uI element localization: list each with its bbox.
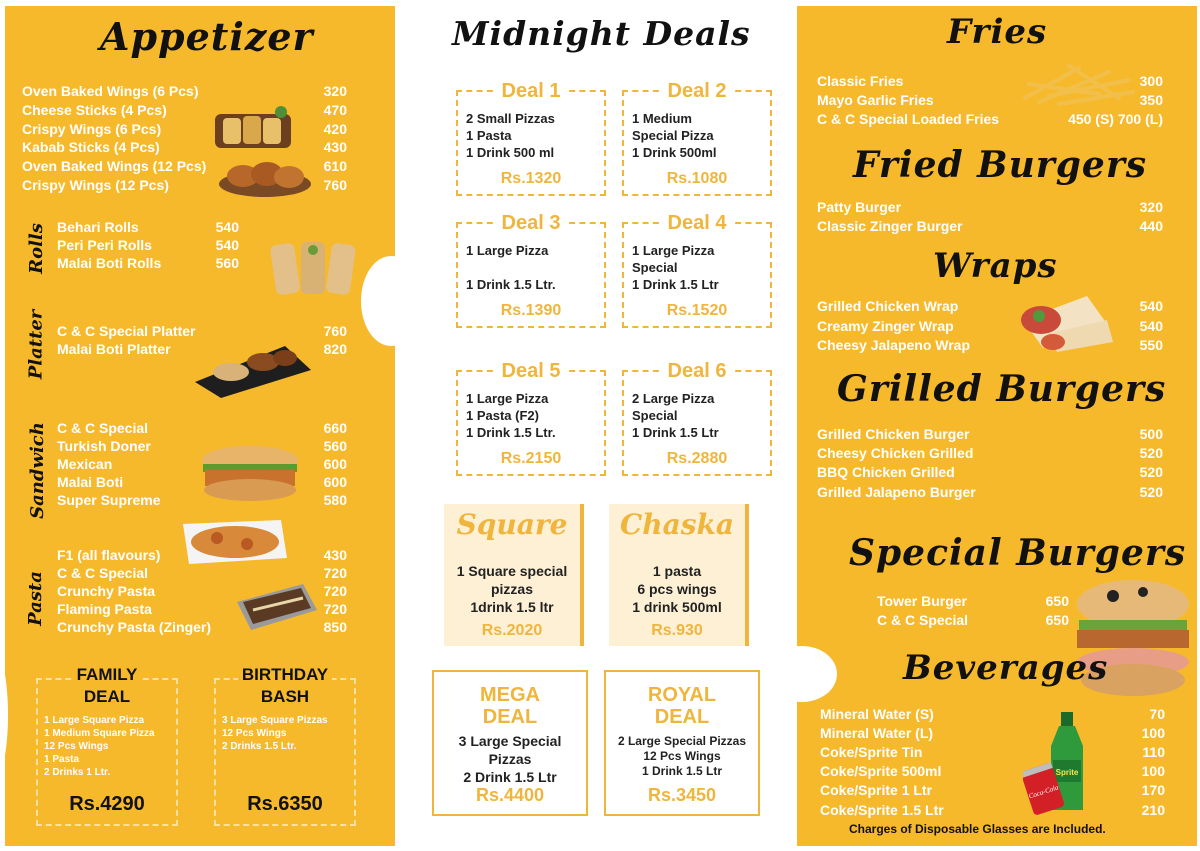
deal-line: 3 Large Square Pizzas	[222, 715, 328, 726]
square-deal-title: Square	[456, 508, 568, 541]
menu-item-price: 650	[1045, 612, 1069, 628]
menu-item-price: 650	[1045, 593, 1069, 609]
mega-deal-title-1: MEGA	[480, 684, 540, 706]
deal-line: 1 Pasta	[44, 754, 80, 765]
deal-lines	[632, 110, 717, 161]
deal-6-box	[622, 360, 772, 476]
deal-line: 12 Pcs Wings	[44, 741, 109, 752]
menu-item-price: 320	[1139, 199, 1163, 215]
pasta-tray-image	[233, 580, 319, 634]
menu-item-price: 320	[323, 83, 347, 99]
wrap-image	[1017, 290, 1117, 356]
square-deal-lines	[444, 562, 580, 616]
deal-line: 1 Pasta (F2)	[466, 408, 539, 423]
deal-line: 2 Drinks 1 Ltr.	[44, 767, 111, 778]
deal-line: 1 Large Square Pizza	[44, 715, 145, 726]
drinks-image	[1023, 706, 1103, 816]
menu-item-name: Grilled Jalapeno Burger	[817, 484, 976, 500]
cheese-sticks-image	[213, 104, 293, 150]
deal-price: Rs.2150	[500, 450, 562, 467]
menu-item-name: C & C Special	[57, 420, 149, 436]
rolls-image	[267, 238, 359, 298]
menu-item-price: 600	[323, 474, 347, 490]
menu-item-name: Flaming Pasta	[57, 601, 152, 617]
deal-line: 2 Large Pizza	[632, 391, 715, 406]
menu-item-name: Crispy Wings (12 Pcs)	[22, 177, 169, 193]
deal-line: pizzas	[490, 581, 533, 597]
royal-deal-title	[606, 684, 758, 728]
menu-item-name: Malai Boti Rolls	[57, 255, 162, 271]
menu-item-name: C & C Special	[57, 565, 149, 581]
wraps-title: Wraps	[933, 246, 1058, 286]
deal-title	[458, 212, 604, 235]
deal-line: 2 Large Special Pizzas	[617, 734, 747, 748]
pasta-title: Pasta	[24, 571, 46, 626]
menu-item-name: Crunchy Pasta	[57, 583, 156, 599]
deal-line: 2 Drink 1.5 Ltr	[463, 769, 557, 785]
family-deal-title	[38, 664, 176, 708]
menu-item-price: 100	[1141, 763, 1165, 779]
menu-item-price: 560	[215, 255, 239, 271]
menu-item-price: 540	[215, 237, 239, 253]
menu-item-name: Coke/Sprite 1 Ltr	[820, 782, 933, 798]
crispy-wings-image	[217, 158, 313, 198]
birthday-bash-box	[214, 665, 356, 826]
deal-title-text: Deal 3	[496, 212, 567, 234]
menu-item-price: 540	[1139, 298, 1163, 314]
menu-item-name: Creamy Zinger Wrap	[817, 318, 954, 334]
deal-3-box	[456, 212, 606, 328]
deal-line: 1 Drink 1.5 Ltr	[641, 764, 723, 778]
left-menu-panel	[5, 6, 395, 846]
birthday-bash-price: Rs.6350	[247, 793, 323, 815]
deal-line: 1 Drink 1.5 Ltr.	[466, 425, 556, 440]
menu-item-price: 610	[323, 158, 347, 174]
deal-line: 12 Pcs Wings	[222, 728, 287, 739]
menu-item-name: Behari Rolls	[57, 219, 139, 235]
menu-item-name: Crunchy Pasta (Zinger)	[57, 619, 212, 635]
deal-4-box	[622, 212, 772, 328]
beverages-title: Beverages	[903, 648, 1109, 688]
deal-line: 1 Drink 1.5 Ltr.	[466, 277, 556, 292]
menu-item-name: C & C Special Loaded Fries	[817, 111, 1000, 127]
royal-deal-box	[604, 670, 760, 816]
deal-line: Special	[632, 260, 678, 275]
menu-item-price: 170	[1141, 782, 1165, 798]
deal-line: 12 Pcs Wings	[643, 749, 721, 763]
menu-item-price: 560	[323, 438, 347, 454]
deal-1-box	[456, 80, 606, 196]
deal-line: 2 Small Pizzas	[466, 111, 555, 126]
deal-line: 1 drink 500ml	[632, 599, 722, 615]
grilled-burgers-title: Grilled Burgers	[837, 368, 1167, 410]
royal-deal-title-2: DEAL	[654, 706, 710, 728]
deal-title	[624, 360, 770, 383]
menu-item-name: Tower Burger	[877, 593, 967, 609]
decorative-blob	[361, 256, 395, 346]
deal-line: 3 Large Special	[458, 733, 562, 749]
mega-deal-title-2: DEAL	[482, 706, 538, 728]
sandwich-image	[199, 444, 301, 504]
royal-deal-title-1: ROYAL	[647, 684, 717, 706]
menu-item-price: 420	[323, 121, 347, 137]
birthday-bash-lines	[222, 714, 328, 753]
midnight-deals-title: Midnight Deals	[452, 14, 751, 53]
deal-lines	[466, 242, 556, 293]
deal-title-text: Deal 5	[496, 360, 567, 382]
menu-item-name: Mineral Water (L)	[820, 725, 934, 741]
birthday-bash-title	[216, 664, 354, 708]
menu-item-name: Cheese Sticks (4 Pcs)	[22, 102, 167, 118]
deal-lines	[632, 242, 719, 293]
birthday-bash-title-1: BIRTHDAY	[238, 665, 332, 684]
menu-item-price: 430	[323, 547, 347, 563]
menu-item-price: 540	[1139, 318, 1163, 334]
menu-item-price: 760	[323, 177, 347, 193]
menu-item-price: 600	[323, 456, 347, 472]
menu-item-name: C & C Special Platter	[57, 323, 196, 339]
chaska-deal-title: Chaska	[619, 508, 735, 541]
special-burgers-title: Special Burgers	[849, 532, 1187, 574]
deal-lines	[466, 390, 556, 441]
menu-item-price: 70	[1149, 706, 1165, 722]
menu-item-price: 210	[1141, 802, 1165, 818]
deal-title-text: Deal 1	[496, 80, 567, 102]
deal-title-text: Deal 2	[662, 80, 733, 102]
deal-price: Rs.1080	[666, 170, 728, 187]
menu-item-name: Oven Baked Wings (12 Pcs)	[22, 158, 207, 174]
menu-item-name: Coke/Sprite 1.5 Ltr	[820, 802, 944, 818]
midnight-deals-panel	[400, 0, 792, 851]
pasta-bowl-image	[177, 514, 289, 568]
family-deal-title-1: FAMILY	[73, 665, 142, 684]
chaska-deal-box	[609, 504, 749, 646]
deal-line: 2 Drinks 1.5 Ltr.	[222, 741, 297, 752]
menu-item-price: 100	[1141, 725, 1165, 741]
mega-deal-title	[434, 684, 586, 728]
family-deal-lines	[44, 714, 155, 779]
fries-title: Fries	[947, 12, 1048, 52]
family-deal-title-2: DEAL	[80, 687, 134, 706]
menu-item-price: 470	[323, 102, 347, 118]
menu-item-price: 540	[215, 219, 239, 235]
menu-item-name: Classic Zinger Burger	[817, 218, 963, 234]
menu-item-name: Oven Baked Wings (6 Pcs)	[22, 83, 199, 99]
deal-line: 1 Medium	[632, 111, 692, 126]
royal-deal-lines	[606, 734, 758, 779]
menu-item-price: 300	[1139, 73, 1163, 89]
deal-title	[624, 212, 770, 235]
deal-line: 1drink 1.5 ltr	[470, 599, 554, 615]
deal-title-text: Deal 6	[662, 360, 733, 382]
menu-item-price: 720	[323, 583, 347, 599]
deal-price: Rs.2880	[666, 450, 728, 467]
square-deal-box	[444, 504, 584, 646]
rolls-title: Rolls	[25, 223, 47, 274]
fried-burgers-title: Fried Burgers	[853, 144, 1148, 186]
menu-item-name: C & C Special	[877, 612, 969, 628]
deal-title	[458, 80, 604, 103]
deal-5-box	[456, 360, 606, 476]
appetizer-title: Appetizer	[100, 14, 314, 59]
menu-item-price: 350	[1139, 92, 1163, 108]
family-deal-price: Rs.4290	[69, 793, 145, 815]
menu-item-name: Grilled Chicken Burger	[817, 426, 970, 442]
deal-line: 1 Drink 500ml	[632, 145, 717, 160]
menu-item-name: Grilled Chicken Wrap	[817, 298, 959, 314]
deal-line: 1 Drink 500 ml	[466, 145, 555, 160]
menu-item-price: 430	[323, 139, 347, 155]
menu-item-name: Turkish Doner	[57, 438, 151, 454]
platter-image	[185, 332, 315, 400]
menu-item-price: 110	[1142, 744, 1165, 760]
sandwich-title: Sandwich	[26, 422, 48, 519]
menu-item-name: F1 (all flavours)	[57, 547, 161, 563]
decorative-blob	[797, 646, 837, 702]
deal-line: 1 Medium Square Pizza	[44, 728, 155, 739]
menu-item-price: 520	[1139, 484, 1163, 500]
menu-item-price: 520	[1139, 445, 1163, 461]
deal-2-box	[622, 80, 772, 196]
mega-deal-box	[432, 670, 588, 816]
family-deal-box	[36, 665, 178, 826]
deal-title	[624, 80, 770, 103]
menu-item-name: Kabab Sticks (4 Pcs)	[22, 139, 160, 155]
deal-lines	[466, 110, 555, 161]
chaska-deal-price: Rs.930	[651, 622, 703, 639]
menu-item-name: Crispy Wings (6 Pcs)	[22, 121, 162, 137]
deal-line: 6 pcs wings	[637, 581, 717, 597]
menu-item-name: Super Supreme	[57, 492, 161, 508]
deal-title-text: Deal 4	[662, 212, 733, 234]
mega-deal-price: Rs.4400	[475, 785, 545, 805]
menu-item-name: Coke/Sprite Tin	[820, 744, 923, 760]
mega-deal-lines	[434, 732, 586, 786]
deal-line: 1 Drink 1.5 Ltr	[632, 425, 719, 440]
royal-deal-price: Rs.3450	[647, 785, 717, 805]
deal-line: 1 Pasta	[466, 128, 512, 143]
disposable-glasses-note: Charges of Disposable Glasses are Included.	[849, 822, 1106, 836]
menu-item-price: 550	[1139, 337, 1163, 353]
deal-line: 1 Drink 1.5 Ltr	[632, 277, 719, 292]
menu-item-price: 720	[323, 565, 347, 581]
deal-line: 1 Large Pizza	[466, 391, 549, 406]
menu-item-name: Patty Burger	[817, 199, 902, 215]
deal-line: 1 Large Pizza	[632, 243, 715, 258]
deal-price: Rs.1390	[500, 302, 562, 319]
menu-item-name: Malai Boti	[57, 474, 124, 490]
deal-line: 1 pasta	[652, 563, 702, 579]
deal-title	[458, 360, 604, 383]
menu-item-price: 850	[323, 619, 347, 635]
deal-lines	[632, 390, 719, 441]
menu-item-name: Mayo Garlic Fries	[817, 92, 934, 108]
chaska-deal-lines	[609, 562, 745, 616]
coke-label: Coca-Cola	[1027, 783, 1060, 801]
menu-item-price: 450 (S) 700 (L)	[1068, 111, 1163, 127]
menu-item-price: 660	[323, 420, 347, 436]
deal-line: 1 Large Pizza	[466, 243, 549, 258]
deal-line: Special	[632, 408, 678, 423]
menu-item-name: Cheesy Jalapeno Wrap	[817, 337, 971, 353]
deal-line: Pizzas	[488, 751, 532, 767]
deal-price: Rs.1520	[666, 302, 728, 319]
menu-item-name: Classic Fries	[817, 73, 904, 89]
menu-item-name: Mexican	[57, 456, 113, 472]
menu-item-price: 520	[1139, 464, 1163, 480]
birthday-bash-title-2: BASH	[257, 687, 313, 706]
menu-item-name: Coke/Sprite 500ml	[820, 763, 942, 779]
platter-title: Platter	[25, 309, 47, 380]
menu-item-name: Malai Boti Platter	[57, 341, 171, 357]
menu-item-price: 440	[1139, 218, 1163, 234]
menu-item-price: 820	[323, 341, 347, 357]
menu-item-name: Mineral Water (S)	[820, 706, 934, 722]
square-deal-price: Rs.2020	[481, 622, 543, 639]
sprite-label: Sprite	[1055, 768, 1079, 777]
menu-item-name: Peri Peri Rolls	[57, 237, 152, 253]
menu-item-name: Cheesy Chicken Grilled	[817, 445, 974, 461]
menu-item-price: 720	[323, 601, 347, 617]
menu-item-price: 760	[323, 323, 347, 339]
menu-item-price: 580	[323, 492, 347, 508]
deal-line: Special Pizza	[632, 128, 714, 143]
right-menu-panel	[797, 6, 1197, 846]
menu-item-name: BBQ Chicken Grilled	[817, 464, 955, 480]
menu-item-price: 500	[1139, 426, 1163, 442]
deal-line: 1 Square special	[456, 563, 568, 579]
deal-line	[466, 259, 556, 276]
deal-price: Rs.1320	[500, 170, 562, 187]
